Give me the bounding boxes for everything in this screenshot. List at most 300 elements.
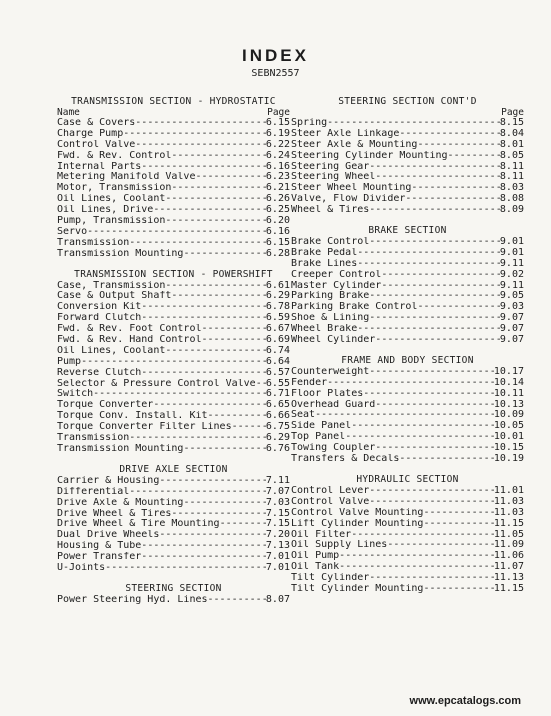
entry-page: 10.01: [493, 432, 524, 443]
entry-name: Brake Lines: [291, 258, 358, 269]
leader-dashes: [399, 454, 494, 465]
index-entry: [291, 313, 524, 324]
entry-name: Steering Cylinder Mounting: [291, 150, 448, 161]
section-title: TRANSMISSION SECTION - HYDROSTATIC: [71, 96, 276, 107]
index-entry: [57, 324, 290, 335]
leader-dashes: [369, 291, 500, 302]
entry-page: 6.76: [265, 443, 290, 454]
index-entry: [291, 508, 524, 519]
entry-name: Oil Lines, Coolant: [57, 345, 166, 356]
leader-dashes: [381, 270, 500, 281]
entry-name: Metering Manifold Valve: [57, 172, 196, 183]
entry-name: Torque Conv. Install. Kit: [57, 411, 208, 422]
leader-dashes: [375, 172, 500, 183]
entry-name: Oil Lines, Coolant: [57, 194, 166, 205]
entry-page: 6.28: [265, 248, 290, 259]
entry-page: 6.16: [265, 226, 290, 237]
entry-page: 6.75: [265, 422, 290, 433]
entry-page: 7.15: [265, 519, 290, 530]
leader-dashes: [232, 422, 266, 433]
leader-dashes: [141, 162, 266, 173]
entry-name: U-Joints: [57, 562, 106, 573]
index-entry: [57, 411, 290, 422]
index-entry: [291, 497, 524, 508]
entry-name: Selector & Pressure Control Valve: [57, 378, 256, 389]
leader-dashes: [369, 486, 494, 497]
entry-page: 7.03: [265, 497, 290, 508]
entry-page: 9.07: [499, 324, 524, 335]
entry-name: Oil Supply Lines: [291, 540, 388, 551]
entry-page: 6.29: [265, 433, 290, 444]
leader-dashes: [369, 367, 494, 378]
leader-dashes: [417, 140, 499, 151]
leader-dashes: [411, 183, 499, 194]
index-entry: [57, 249, 290, 260]
index-entry: [57, 444, 290, 455]
section-list: [291, 367, 524, 465]
entry-page: 7.01: [265, 552, 290, 563]
leader-dashes: [208, 595, 266, 606]
entry-page: 9.05: [499, 291, 524, 302]
entry-page: 11.06: [493, 551, 524, 562]
index-entry: [57, 118, 290, 129]
index-entry: [57, 563, 290, 574]
index-entry: [291, 270, 524, 281]
leader-dashes: [87, 227, 266, 238]
entry-page: 11.03: [493, 507, 524, 518]
entry-name: Valve, Flow Divider: [291, 194, 406, 205]
entry-page: 9.07: [499, 335, 524, 346]
entry-name: Transmission Mounting: [57, 248, 184, 259]
index-entry: [57, 498, 290, 509]
index-entry: [57, 519, 290, 530]
leader-dashes: [369, 205, 500, 216]
entry-name: Transmission Mounting: [57, 443, 184, 454]
leader-dashes: [423, 508, 493, 519]
index-entry: [291, 205, 524, 216]
leader-dashes: [183, 444, 265, 455]
index-entry: [57, 552, 290, 563]
entry-name: Conversion Kit: [57, 302, 142, 313]
entry-page: 6.59: [265, 313, 290, 324]
leader-dashes: [165, 216, 266, 227]
section-title: TRANSMISSION SECTION - POWERSHIFT: [74, 268, 273, 280]
index-entry: [57, 389, 290, 400]
index-entry: [291, 562, 524, 573]
leader-dashes: [369, 497, 494, 508]
entry-page: 7.20: [265, 530, 290, 541]
entry-name: Parking Brake: [291, 291, 370, 302]
index-entry: [291, 302, 524, 313]
leader-dashes: [165, 194, 266, 205]
leader-dashes: [423, 519, 493, 530]
leader-dashes: [123, 129, 266, 140]
leader-dashes: [315, 410, 494, 421]
entry-name: Control Valve Mounting: [291, 507, 424, 518]
leader-dashes: [183, 498, 265, 509]
index-entry: [291, 183, 524, 194]
entry-name: Counterweight: [291, 366, 370, 377]
entry-page: 9.01: [499, 237, 524, 248]
entry-name: Wheel Brake: [291, 324, 358, 335]
entry-name: Side Panel: [291, 421, 352, 432]
entry-page: 6.22: [265, 139, 290, 150]
entry-name: Spring: [291, 118, 328, 128]
leader-dashes: [369, 573, 494, 584]
leader-dashes: [153, 205, 266, 216]
index-entry: [291, 584, 524, 595]
index-entry: [57, 357, 290, 368]
entry-page: 6.20: [265, 216, 290, 227]
index-entry: [291, 162, 524, 173]
leader-dashes: [220, 519, 266, 530]
entry-name: Control Valve: [57, 139, 136, 150]
entry-page: 6.65: [265, 400, 290, 411]
entry-page: 10.17: [493, 366, 524, 377]
entry-page: 6.78: [265, 302, 290, 313]
entry-name: Seat: [291, 410, 316, 421]
entry-page: 8.15: [499, 118, 524, 128]
entry-page: 6.55: [265, 378, 290, 389]
leader-dashes: [171, 151, 266, 162]
leader-dashes: [363, 389, 494, 400]
section-list: [57, 281, 290, 455]
entry-page: 8.08: [499, 194, 524, 205]
entry-page: 10.05: [493, 421, 524, 432]
entry-name: Power Transfer: [57, 552, 142, 563]
entry-page: 8.11: [499, 172, 524, 183]
entry-name: Motor, Transmission: [57, 183, 172, 194]
entry-page: 11.07: [493, 562, 524, 573]
leader-dashes: [165, 346, 266, 357]
entry-page: 9.01: [499, 247, 524, 258]
entry-page: 6.74: [265, 345, 290, 356]
leader-dashes: [153, 400, 266, 411]
page-header: Page: [501, 107, 524, 118]
entry-name: Reverse Clutch: [57, 367, 142, 378]
section-title: BRAKE SECTION: [368, 225, 447, 237]
entry-page: 7.15: [265, 508, 290, 519]
leader-dashes: [159, 476, 266, 487]
section-list: [291, 237, 524, 346]
index-entry: [291, 129, 524, 140]
entry-page: 8.09: [499, 205, 524, 216]
leader-dashes: [327, 118, 500, 129]
leader-dashes: [171, 291, 266, 302]
section-list: [57, 476, 290, 574]
leader-dashes: [339, 551, 494, 562]
right-column: [291, 95, 524, 595]
leader-dashes: [135, 118, 266, 129]
leader-dashes: [369, 313, 500, 324]
index-entry: [291, 400, 524, 411]
entry-name: Fwd. & Rev. Control: [57, 150, 172, 161]
entry-page: 7.01: [265, 562, 290, 573]
entry-page: 8.07: [265, 594, 290, 605]
leader-dashes: [369, 162, 500, 173]
entry-page: 6.24: [265, 150, 290, 161]
entry-page: 7.13: [265, 541, 290, 552]
entry-name: Power Steering Hyd. Lines: [57, 594, 208, 605]
column-header: [57, 108, 290, 118]
leader-dashes: [351, 421, 494, 432]
leader-dashes: [423, 584, 493, 595]
entry-name: Drive Wheel & Tire Mounting: [57, 519, 220, 530]
index-entry: [57, 346, 290, 357]
page-title: INDEX: [242, 46, 309, 65]
entry-name: Shoe & Lining: [291, 313, 370, 324]
index-entry: [57, 433, 290, 444]
entry-name: Drive Axle & Mounting: [57, 497, 184, 508]
entry-name: Control Lever: [291, 485, 370, 496]
leader-dashes: [141, 552, 266, 563]
leader-dashes: [375, 443, 494, 454]
leader-dashes: [129, 238, 266, 249]
entry-page: 6.66: [265, 411, 290, 422]
entry-name: Creeper Control: [291, 269, 382, 280]
leader-dashes: [375, 400, 494, 411]
entry-name: Overhead Guard: [291, 399, 376, 410]
index-entry: [291, 248, 524, 259]
leader-dashes: [171, 509, 266, 520]
leader-dashes: [81, 357, 266, 368]
section-title: STEERING SECTION: [125, 582, 222, 594]
index-entry: [291, 259, 524, 270]
entry-name: Drive Wheel & Tires: [57, 508, 172, 519]
entry-page: 6.61: [265, 280, 290, 291]
entry-page: 9.11: [499, 280, 524, 291]
entry-page: 6.69: [265, 335, 290, 346]
entry-name: Forward Clutch: [57, 313, 142, 324]
entry-name: Oil Tank: [291, 562, 340, 573]
index-entry: [291, 237, 524, 248]
entry-page: 9.02: [499, 269, 524, 280]
entry-name: Top Panel: [291, 432, 346, 443]
entry-name: Steer Wheel Mounting: [291, 183, 412, 194]
index-entry: [291, 540, 524, 551]
index-entry: [291, 454, 524, 465]
index-entry: [57, 183, 290, 194]
entry-page: 9.11: [499, 258, 524, 269]
index-entry: [291, 194, 524, 205]
entry-page: 9.03: [499, 302, 524, 313]
index-entry: [291, 443, 524, 454]
entry-page: 11.15: [493, 518, 524, 529]
left-column: [57, 95, 290, 606]
index-entry: [291, 378, 524, 389]
section-title: HYDRAULIC SECTION: [356, 473, 459, 485]
index-entry: [291, 519, 524, 530]
entry-page: 6.67: [265, 324, 290, 335]
entry-page: 6.64: [265, 356, 290, 367]
entry-page: 7.07: [265, 486, 290, 497]
entry-page: 11.05: [493, 529, 524, 540]
index-entry: [291, 551, 524, 562]
leader-dashes: [141, 313, 266, 324]
entry-page: 6.29: [265, 291, 290, 302]
index-entry: [291, 140, 524, 151]
index-entry: [57, 302, 290, 313]
entry-name: Oil Filter: [291, 529, 352, 540]
leader-dashes: [345, 432, 494, 443]
entry-page: 6.57: [265, 367, 290, 378]
entry-page: 6.23: [265, 172, 290, 183]
entry-name: Dual Drive Wheels: [57, 530, 160, 541]
index-entry: [57, 400, 290, 411]
entry-name: Internal Parts: [57, 161, 142, 172]
leader-dashes: [357, 259, 500, 270]
entry-page: 6.26: [265, 194, 290, 205]
entry-page: 6.19: [265, 128, 290, 139]
section-title: DRIVE AXLE SECTION: [119, 463, 228, 475]
entry-page: 6.15: [265, 237, 290, 248]
index-entry: [291, 281, 524, 292]
leader-dashes: [183, 249, 265, 260]
leader-dashes: [417, 302, 499, 313]
entry-name: Transfers & Decals: [291, 454, 400, 465]
entry-name: Torque Converter: [57, 400, 154, 411]
entry-name: Case, Transmission: [57, 280, 166, 291]
leader-dashes: [381, 281, 500, 292]
entry-name: Parking Brake Control: [291, 302, 418, 313]
leader-dashes: [129, 487, 266, 498]
entry-name: Housing & Tube: [57, 541, 142, 552]
leader-dashes: [448, 151, 500, 162]
entry-name: Transmission: [57, 237, 130, 248]
entry-page: 11.09: [493, 540, 524, 551]
entry-name: Fwd. & Rev. Foot Control: [57, 324, 202, 335]
index-entry: [57, 216, 290, 227]
entry-page: 10.19: [493, 454, 524, 465]
section-list: [291, 118, 524, 216]
index-entry: [57, 281, 290, 292]
index-entry: [291, 324, 524, 335]
index-entry: [291, 530, 524, 541]
entry-page: 10.13: [493, 399, 524, 410]
index-entry: [291, 486, 524, 497]
entry-name: Differential: [57, 486, 130, 497]
section-title: FRAME AND BODY SECTION: [341, 354, 474, 366]
entry-page: 8.05: [499, 150, 524, 161]
leader-dashes: [357, 248, 500, 259]
entry-page: 6.16: [265, 161, 290, 172]
leader-dashes: [399, 129, 500, 140]
entry-name: Pump, Transmission: [57, 216, 166, 227]
leader-dashes: [165, 281, 266, 292]
entry-page: 11.01: [493, 485, 524, 496]
section-list: [291, 486, 524, 595]
index-entry: [57, 313, 290, 324]
entry-name: Brake Control: [291, 237, 370, 248]
leader-dashes: [351, 530, 494, 541]
section-list: [57, 595, 290, 606]
entry-name: Control Valve: [291, 496, 370, 507]
document-code: SEBN2557: [251, 68, 300, 79]
index-entry: [57, 194, 290, 205]
leader-dashes: [375, 335, 500, 346]
index-entry: [57, 140, 290, 151]
entry-page: 8.04: [499, 128, 524, 139]
index-entry: [291, 151, 524, 162]
index-entry: [291, 421, 524, 432]
entry-name: Servo: [57, 226, 88, 237]
entry-page: 6.71: [265, 389, 290, 400]
leader-dashes: [105, 563, 266, 574]
leader-dashes: [405, 194, 500, 205]
entry-name: Floor Plates: [291, 388, 364, 399]
index-entry: [57, 151, 290, 162]
entry-page: 9.07: [499, 313, 524, 324]
index-entry: [57, 487, 290, 498]
entry-name: Charge Pump: [57, 128, 124, 139]
entry-page: 8.03: [499, 183, 524, 194]
index-entry: [57, 162, 290, 173]
entry-page: 10.14: [493, 377, 524, 388]
entry-name: Steer Axle Linkage: [291, 128, 400, 139]
entry-name: Case & Output Shaft: [57, 291, 172, 302]
page-header: Page: [267, 107, 290, 118]
index-entry: [57, 509, 290, 520]
entry-page: 11.13: [493, 573, 524, 584]
leader-dashes: [369, 237, 500, 248]
index-entry: [57, 129, 290, 140]
leader-dashes: [93, 389, 266, 400]
index-entry: [57, 379, 290, 390]
entry-page: 7.11: [265, 475, 290, 486]
leader-dashes: [208, 411, 266, 422]
leader-dashes: [159, 530, 266, 541]
leader-dashes: [141, 302, 266, 313]
entry-name: Fwd. & Rev. Hand Control: [57, 335, 202, 346]
entry-name: Steering Wheel: [291, 172, 376, 183]
entry-name: Fender: [291, 377, 328, 388]
index-entry: [57, 476, 290, 487]
entry-name: Transmission: [57, 433, 130, 444]
entry-name: Oil Pump: [291, 551, 340, 562]
entry-name: Steering Gear: [291, 161, 370, 172]
index-entry: [57, 335, 290, 346]
leader-dashes: [256, 379, 266, 390]
index-entry: [291, 172, 524, 183]
entry-name: Torque Converter Filter Lines: [57, 422, 232, 433]
index-entry: [291, 367, 524, 378]
entry-page: 6.15: [265, 118, 290, 128]
index-entry: [57, 368, 290, 379]
index-entry: [57, 422, 290, 433]
leader-dashes: [202, 324, 266, 335]
leader-dashes: [171, 183, 266, 194]
leader-dashes: [135, 140, 266, 151]
entry-page: 11.15: [493, 583, 524, 594]
index-entry: [57, 530, 290, 541]
entry-name: Oil Lines, Drive: [57, 205, 154, 216]
leader-dashes: [327, 378, 494, 389]
index-entry: [291, 573, 524, 584]
entry-name: Switch: [57, 389, 94, 400]
entry-name: Tilt Cylinder Mounting: [291, 583, 424, 594]
index-entry: [57, 238, 290, 249]
index-entry: [291, 335, 524, 346]
leader-dashes: [141, 368, 266, 379]
index-entry: [57, 227, 290, 238]
entry-name: Wheel Cylinder: [291, 335, 376, 346]
entry-name: Tilt Cylinder: [291, 573, 370, 584]
leader-dashes: [141, 541, 266, 552]
index-entry: [57, 172, 290, 183]
footer-watermark: www.epcatalogs.com: [409, 695, 521, 707]
index-entry: [291, 432, 524, 443]
entry-name: Carrier & Housing: [57, 475, 160, 486]
